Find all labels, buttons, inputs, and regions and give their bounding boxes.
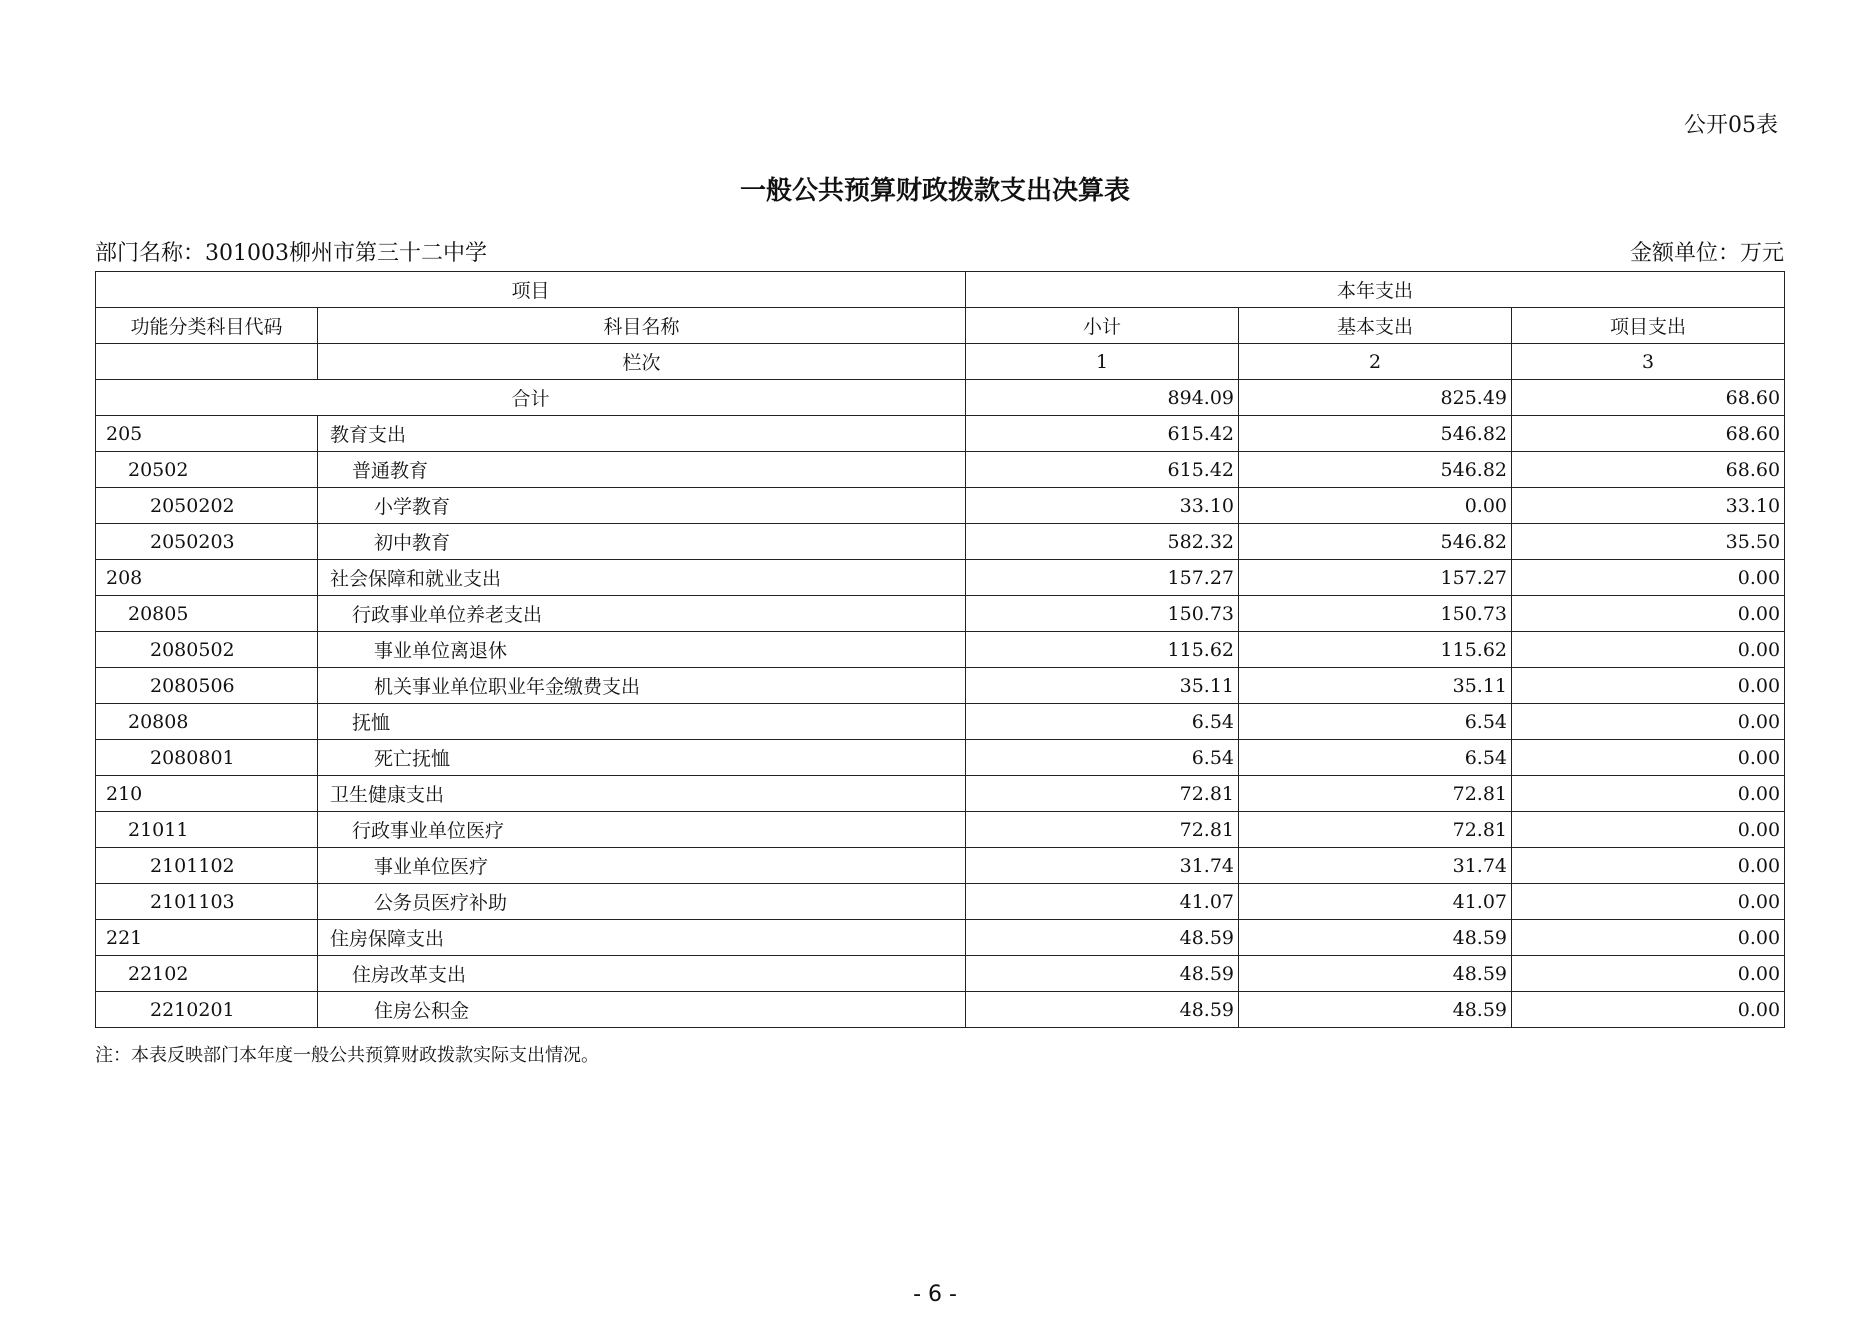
table-row	[96, 596, 1785, 632]
project-value: 0.00	[1512, 884, 1785, 920]
project-value: 0.00	[1512, 704, 1785, 740]
subject-code: 205	[96, 416, 318, 452]
subject-name: 小学教育	[318, 488, 966, 524]
project-value: 0.00	[1512, 920, 1785, 956]
table-row	[96, 560, 1785, 596]
basic-value: 41.07	[1239, 884, 1512, 920]
subtotal-value: 615.42	[966, 416, 1239, 452]
subject-code: 2210201	[96, 992, 318, 1028]
project-value: 0.00	[1512, 812, 1785, 848]
subject-code: 20805	[96, 596, 318, 632]
basic-value: 546.82	[1239, 452, 1512, 488]
project-value: 0.00	[1512, 560, 1785, 596]
subject-name: 卫生健康支出	[318, 776, 966, 812]
header-subtotal: 小计	[966, 308, 1239, 344]
subtotal-value: 48.59	[966, 956, 1239, 992]
header-subject-name: 科目名称	[318, 308, 966, 344]
document-title: 一般公共预算财政拨款支出决算表	[739, 176, 1130, 206]
subject-name: 机关事业单位职业年金缴费支出	[318, 668, 966, 704]
table-note: 注：本表反映部门本年度一般公共预算财政拨款实际支出情况。	[95, 1045, 599, 1066]
project-value: 33.10	[1512, 488, 1785, 524]
table-row	[96, 992, 1785, 1028]
project-value: 0.00	[1512, 776, 1785, 812]
project-value: 0.00	[1512, 596, 1785, 632]
basic-value: 6.54	[1239, 704, 1512, 740]
subject-name: 社会保障和就业支出	[318, 560, 966, 596]
subject-name: 教育支出	[318, 416, 966, 452]
subject-code: 2101102	[96, 848, 318, 884]
project-value: 0.00	[1512, 956, 1785, 992]
header-row-1	[96, 272, 1785, 308]
table-row	[96, 704, 1785, 740]
subject-name: 公务员医疗补助	[318, 884, 966, 920]
subject-code: 2050202	[96, 488, 318, 524]
subtotal-value: 33.10	[966, 488, 1239, 524]
column-number-2: 2	[1239, 344, 1512, 380]
subject-name: 行政事业单位医疗	[318, 812, 966, 848]
basic-value: 6.54	[1239, 740, 1512, 776]
total-subtotal: 894.09	[966, 380, 1239, 416]
subject-name: 死亡抚恤	[318, 740, 966, 776]
subtotal-value: 48.59	[966, 920, 1239, 956]
total-row	[96, 380, 1785, 416]
subject-name: 抚恤	[318, 704, 966, 740]
page-number: - 6 -	[913, 1282, 957, 1307]
basic-value: 48.59	[1239, 956, 1512, 992]
empty-cell	[96, 344, 318, 380]
subject-code: 208	[96, 560, 318, 596]
table-row	[96, 956, 1785, 992]
column-number-1: 1	[966, 344, 1239, 380]
subject-name: 住房改革支出	[318, 956, 966, 992]
header-row-2	[96, 308, 1785, 344]
table-row	[96, 812, 1785, 848]
meta-row	[95, 236, 1784, 267]
subject-code: 20808	[96, 704, 318, 740]
basic-value: 48.59	[1239, 992, 1512, 1028]
subject-name: 住房保障支出	[318, 920, 966, 956]
amount-unit: 金额单位：万元	[1629, 241, 1784, 266]
subject-code: 2101103	[96, 884, 318, 920]
basic-value: 35.11	[1239, 668, 1512, 704]
header-year-expense: 本年支出	[966, 272, 1785, 308]
basic-value: 72.81	[1239, 776, 1512, 812]
subject-code: 2080506	[96, 668, 318, 704]
header-basic: 基本支出	[1239, 308, 1512, 344]
basic-value: 72.81	[1239, 812, 1512, 848]
subtotal-value: 48.59	[966, 992, 1239, 1028]
subject-name: 初中教育	[318, 524, 966, 560]
subject-name: 事业单位离退休	[318, 632, 966, 668]
header-item: 项目	[96, 272, 966, 308]
budget-table	[95, 271, 1785, 1028]
project-value: 68.60	[1512, 452, 1785, 488]
basic-value: 31.74	[1239, 848, 1512, 884]
subject-name: 行政事业单位养老支出	[318, 596, 966, 632]
basic-value: 0.00	[1239, 488, 1512, 524]
basic-value: 546.82	[1239, 524, 1512, 560]
basic-value: 150.73	[1239, 596, 1512, 632]
department-name: 部门名称：301003柳州市第三十二中学	[95, 241, 487, 266]
total-label: 合计	[96, 380, 966, 416]
table-row	[96, 488, 1785, 524]
table-row	[96, 920, 1785, 956]
subtotal-value: 615.42	[966, 452, 1239, 488]
column-label: 栏次	[318, 344, 966, 380]
subtotal-value: 157.27	[966, 560, 1239, 596]
subtotal-value: 41.07	[966, 884, 1239, 920]
table-row	[96, 740, 1785, 776]
subject-code: 21011	[96, 812, 318, 848]
project-value: 0.00	[1512, 848, 1785, 884]
basic-value: 546.82	[1239, 416, 1512, 452]
total-project: 68.60	[1512, 380, 1785, 416]
subject-code: 2050203	[96, 524, 318, 560]
subject-name: 事业单位医疗	[318, 848, 966, 884]
project-value: 0.00	[1512, 992, 1785, 1028]
subtotal-value: 35.11	[966, 668, 1239, 704]
project-value: 0.00	[1512, 668, 1785, 704]
table-row	[96, 452, 1785, 488]
table-row	[96, 848, 1785, 884]
form-code: 公开05表	[1684, 113, 1778, 138]
subject-code: 210	[96, 776, 318, 812]
subject-code: 22102	[96, 956, 318, 992]
table-row	[96, 524, 1785, 560]
subtotal-value: 72.81	[966, 812, 1239, 848]
subtotal-value: 31.74	[966, 848, 1239, 884]
subject-code: 2080502	[96, 632, 318, 668]
header-code: 功能分类科目代码	[96, 308, 318, 344]
basic-value: 157.27	[1239, 560, 1512, 596]
table-row	[96, 884, 1785, 920]
subtotal-value: 6.54	[966, 704, 1239, 740]
project-value: 35.50	[1512, 524, 1785, 560]
subtotal-value: 72.81	[966, 776, 1239, 812]
subject-code: 2080801	[96, 740, 318, 776]
header-row-3	[96, 344, 1785, 380]
subtotal-value: 115.62	[966, 632, 1239, 668]
subject-code: 20502	[96, 452, 318, 488]
subtotal-value: 150.73	[966, 596, 1239, 632]
basic-value: 48.59	[1239, 920, 1512, 956]
project-value: 0.00	[1512, 632, 1785, 668]
basic-value: 115.62	[1239, 632, 1512, 668]
subject-code: 221	[96, 920, 318, 956]
subtotal-value: 6.54	[966, 740, 1239, 776]
column-number-3: 3	[1512, 344, 1785, 380]
header-project: 项目支出	[1512, 308, 1785, 344]
project-value: 68.60	[1512, 416, 1785, 452]
subtotal-value: 582.32	[966, 524, 1239, 560]
table-row	[96, 416, 1785, 452]
subject-name: 普通教育	[318, 452, 966, 488]
table-row	[96, 776, 1785, 812]
total-basic: 825.49	[1239, 380, 1512, 416]
project-value: 0.00	[1512, 740, 1785, 776]
table-row	[96, 668, 1785, 704]
table-row	[96, 632, 1785, 668]
subject-name: 住房公积金	[318, 992, 966, 1028]
